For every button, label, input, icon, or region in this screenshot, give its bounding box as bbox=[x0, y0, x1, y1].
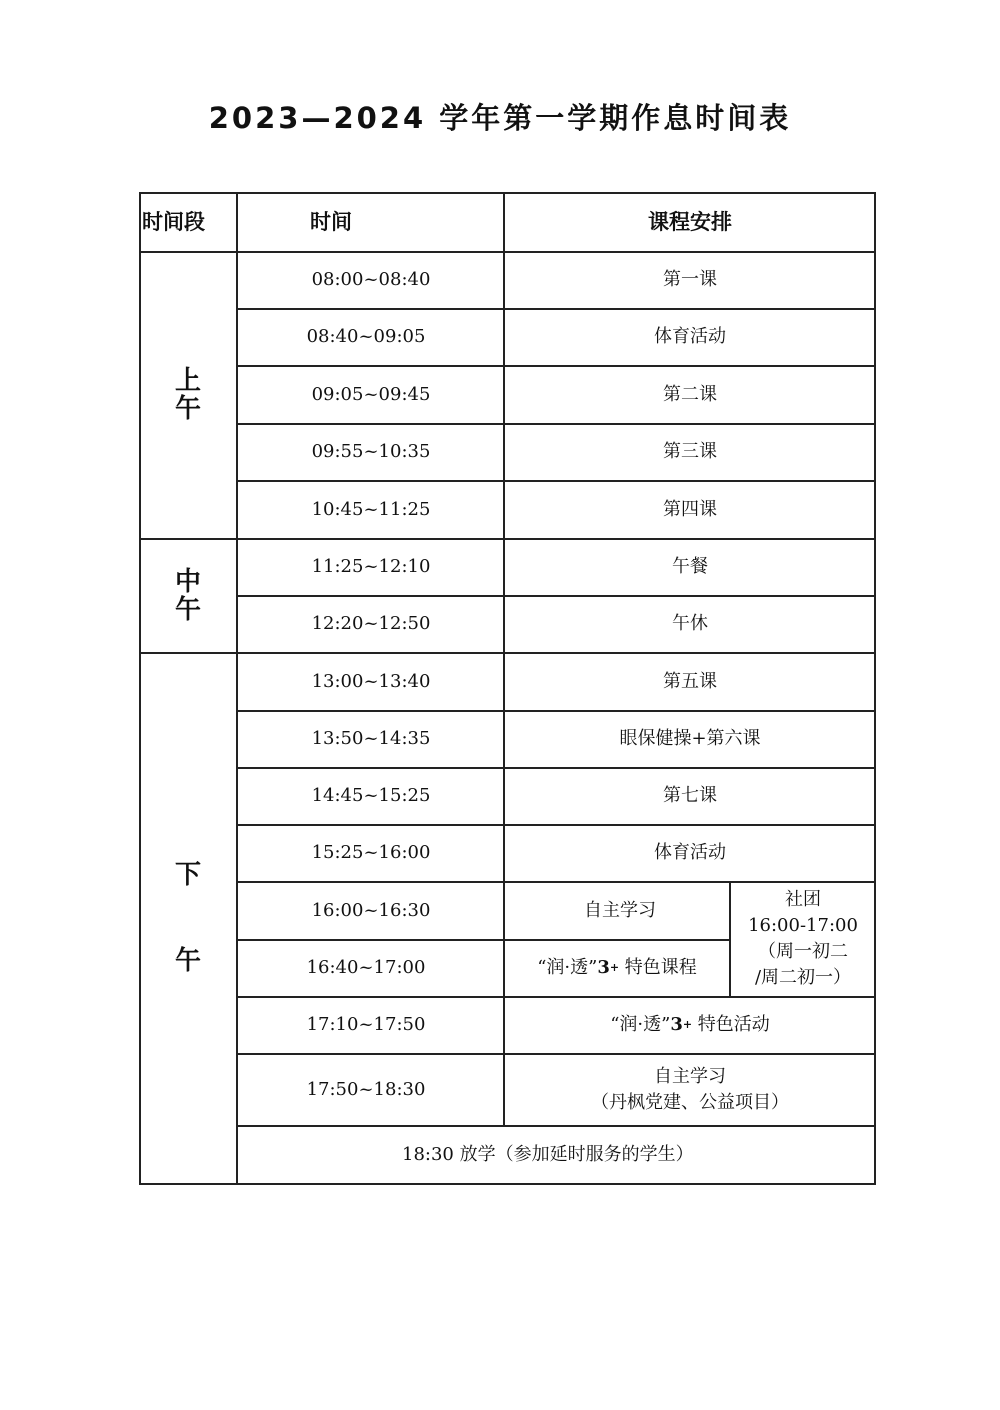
activity-superscript: + bbox=[682, 1018, 693, 1031]
time-cell: 13:50~14:35 bbox=[311, 728, 431, 749]
time-cell: 10:45~11:25 bbox=[311, 498, 431, 520]
period-afternoon bbox=[140, 653, 236, 1183]
activity-cell: 第五课 bbox=[663, 670, 717, 692]
dismissal-note: 18:30 放学（参加延时服务的学生） bbox=[402, 1143, 694, 1165]
period-noon-char: 午 bbox=[174, 594, 201, 625]
period-afternoon-char: 午 bbox=[174, 946, 201, 976]
activity-text: 特色活动 bbox=[692, 1014, 770, 1035]
period-morning-char: 上 bbox=[174, 366, 201, 396]
activity-cell: 自主学习 bbox=[584, 899, 656, 921]
activity-cell bbox=[505, 1054, 875, 1125]
activity-cell: 体育活动 bbox=[654, 842, 726, 863]
header-time: 时间 bbox=[310, 210, 352, 234]
club-days: /周二初一） bbox=[754, 967, 852, 988]
activity-cell: 午休 bbox=[672, 613, 708, 634]
period-morning bbox=[140, 252, 236, 538]
activity-cell: 体育活动 bbox=[654, 326, 726, 347]
activity-cell bbox=[505, 997, 875, 1053]
activity-cell: 第七课 bbox=[663, 785, 717, 806]
time-cell: 13:00~13:40 bbox=[311, 670, 431, 692]
period-afternoon-char: 下 bbox=[174, 860, 201, 890]
club-time: 16:00-17:00 bbox=[748, 915, 858, 936]
activity-text: “润·透” bbox=[537, 957, 598, 978]
time-cell: 17:50~18:30 bbox=[306, 1078, 426, 1100]
activity-cell: 午餐 bbox=[672, 556, 708, 577]
activity-cell: 第二课 bbox=[663, 383, 717, 405]
time-cell: 08:40~09:05 bbox=[306, 326, 426, 347]
time-cell: 09:05~09:45 bbox=[311, 383, 431, 405]
table-border-bottom bbox=[139, 1183, 876, 1185]
time-cell: 16:00~16:30 bbox=[311, 899, 431, 921]
activity-number: 3 bbox=[670, 1014, 683, 1035]
time-cell: 11:25~12:10 bbox=[311, 556, 431, 577]
time-cell: 12:20~12:50 bbox=[311, 613, 431, 634]
activity-number: 3 bbox=[597, 957, 610, 978]
club-days: （周一初二 bbox=[758, 941, 848, 962]
page-title: 2023—2024 学年第一学期作息时间表 bbox=[208, 101, 792, 135]
activity-text: 自主学习 bbox=[654, 1065, 726, 1087]
time-cell: 16:40~17:00 bbox=[306, 957, 426, 978]
time-cell: 17:10~17:50 bbox=[306, 1014, 426, 1035]
time-cell: 14:45~15:25 bbox=[311, 785, 431, 806]
activity-cell: 第四课 bbox=[663, 498, 717, 520]
time-cell: 15:25~16:00 bbox=[311, 842, 431, 863]
header-schedule: 课程安排 bbox=[648, 210, 732, 234]
activity-cell: 第三课 bbox=[663, 441, 717, 462]
period-noon bbox=[140, 539, 236, 652]
period-morning-char: 午 bbox=[174, 394, 201, 424]
activity-text: 特色课程 bbox=[619, 957, 697, 978]
time-cell: 09:55~10:35 bbox=[311, 441, 431, 462]
activity-cell: 眼保健操+第六课 bbox=[619, 728, 761, 749]
activity-cell: 第一课 bbox=[663, 269, 717, 290]
club-cell bbox=[731, 882, 875, 996]
club-name: 社团 bbox=[785, 889, 821, 910]
header-period: 时间段 bbox=[142, 210, 205, 234]
time-cell: 08:00~08:40 bbox=[311, 269, 431, 290]
activity-text: “润·透” bbox=[610, 1014, 671, 1035]
period-noon-char: 中 bbox=[174, 566, 201, 597]
activity-superscript: + bbox=[609, 961, 620, 974]
activity-cell bbox=[505, 940, 729, 996]
activity-text: （丹枫党建、公益项目） bbox=[591, 1091, 789, 1113]
